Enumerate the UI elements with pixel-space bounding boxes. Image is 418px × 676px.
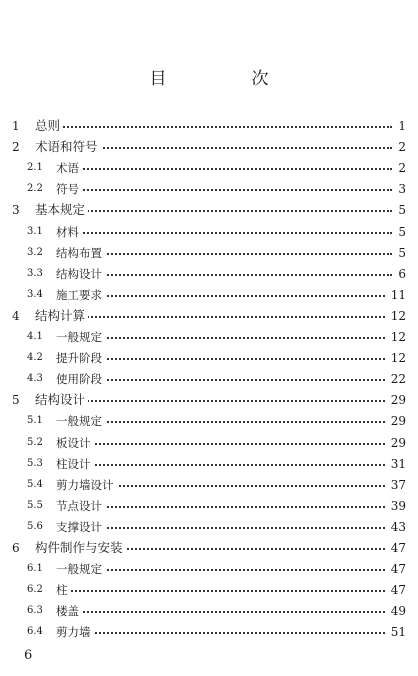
toc-entry[interactable] [0, 222, 418, 242]
toc-entry-number: 4.3 [27, 373, 43, 385]
toc-entry[interactable] [0, 538, 418, 558]
toc-entry-number: 5.6 [27, 520, 43, 532]
toc-entry[interactable] [0, 475, 418, 495]
toc-entry-label: 施工要求 [56, 285, 105, 305]
toc-entry-number: 5.2 [27, 436, 43, 448]
toc-entry-label: 结构设计 [56, 264, 105, 284]
dot-leader [60, 274, 392, 276]
toc-entry-page: 12 [387, 348, 406, 368]
toc-entry-number: 5.3 [27, 457, 43, 469]
toc-entry[interactable] [0, 517, 418, 537]
toc-entry-number: 2.2 [27, 183, 43, 195]
toc-entry-number: 4.1 [27, 331, 43, 342]
dot-leader [60, 147, 392, 149]
toc-entry-label: 基本规定 [35, 200, 88, 220]
toc-entry-page: 5 [394, 222, 406, 242]
dot-leader [60, 506, 392, 508]
toc-entry[interactable] [0, 243, 418, 263]
toc-entry[interactable] [0, 179, 418, 199]
toc-entry-number: 4 [12, 308, 20, 323]
toc-entry-number: 6.1 [27, 563, 43, 575]
toc-entry-number: 6.4 [27, 626, 43, 638]
toc-entry-page: 22 [387, 369, 406, 389]
toc-entry-number: 6 [12, 541, 20, 555]
toc-entry-page: 5 [394, 200, 406, 220]
toc-entry-page: 5 [394, 243, 406, 263]
dot-leader [60, 464, 392, 466]
toc-entry-page: 12 [387, 306, 406, 326]
toc-entry[interactable] [0, 137, 418, 157]
toc-entry-page: 31 [387, 454, 406, 474]
toc-entry-number: 3.2 [27, 246, 43, 258]
dot-leader [60, 443, 392, 445]
dot-leader [60, 210, 392, 212]
toc-entry-number: 3.1 [27, 225, 43, 237]
toc-entry-page: 2 [394, 137, 406, 157]
toc-entry-page: 47 [387, 580, 406, 600]
toc-entry-label: 剪力墙设计 [56, 475, 117, 495]
dot-leader [60, 358, 392, 360]
toc-entry[interactable] [0, 264, 418, 284]
toc-entry-page: 6 [394, 264, 406, 284]
dot-leader [60, 590, 392, 592]
toc-entry-label: 结构布置 [56, 243, 105, 263]
toc-entry-page: 3 [394, 179, 406, 199]
toc-entry[interactable] [0, 559, 418, 579]
toc-entry-number: 3.4 [27, 288, 43, 300]
toc-title: 目 次 [149, 69, 303, 89]
toc-entry-page: 12 [387, 327, 406, 347]
toc-entry[interactable] [0, 285, 418, 305]
toc-entry-number: 4.2 [27, 352, 43, 364]
dot-leader [60, 126, 392, 128]
toc-entry-page: 29 [387, 411, 406, 431]
dot-leader [60, 632, 392, 634]
toc-entry-label: 提升阶段 [56, 348, 105, 368]
dot-leader [60, 400, 392, 402]
dot-leader [60, 611, 392, 613]
toc-entry-label: 板设计 [56, 433, 94, 453]
dot-leader [60, 168, 392, 170]
toc-entry[interactable] [0, 411, 418, 431]
toc-entry-page: 49 [387, 601, 406, 621]
toc-entry[interactable] [0, 348, 418, 368]
dot-leader [60, 316, 392, 318]
toc-entry-page: 11 [387, 285, 406, 305]
toc-entry-page: 47 [387, 559, 406, 579]
toc-entry[interactable] [0, 158, 418, 178]
toc-entry-label: 一般规定 [56, 411, 105, 431]
page-number: 6 [24, 648, 33, 663]
toc-entry-number: 2.1 [27, 162, 43, 174]
toc-entry-label: 柱 [56, 580, 71, 600]
toc-entry[interactable] [0, 369, 418, 389]
toc-entry-number: 3 [12, 203, 20, 218]
toc-entry-label: 术语 [56, 158, 82, 178]
toc-entry-label: 剪力墙 [56, 622, 94, 642]
toc-entry-number: 5.5 [27, 499, 43, 511]
toc-entry-page: 29 [387, 390, 406, 410]
dot-leader [60, 379, 392, 381]
toc-entry-label: 支撑设计 [56, 517, 105, 537]
toc-entry-page: 47 [387, 538, 406, 558]
toc-entry-label: 构件制作与安装 [35, 538, 126, 558]
dot-leader [60, 253, 392, 255]
toc-entry[interactable] [0, 454, 418, 474]
dot-leader [60, 421, 392, 423]
toc-entry-page: 2 [394, 158, 406, 178]
dot-leader [60, 232, 392, 234]
toc-entry-page: 37 [387, 475, 406, 495]
toc-entry-page: 1 [394, 116, 406, 136]
toc-entry-label: 结构设计 [35, 390, 88, 410]
toc-entry-number: 1 [12, 119, 20, 133]
toc-entry-number: 6.3 [27, 605, 43, 617]
toc-entry-label: 总则 [35, 116, 63, 136]
toc-entry-label: 节点设计 [56, 496, 105, 516]
toc-entry-label: 一般规定 [56, 327, 105, 347]
toc-entry[interactable] [0, 327, 418, 347]
toc-entry[interactable] [0, 580, 418, 600]
toc-entry-page: 43 [387, 517, 406, 537]
dot-leader [60, 527, 392, 529]
toc-entry[interactable] [0, 496, 418, 516]
toc-entry-label: 使用阶段 [56, 369, 105, 389]
toc-entry[interactable] [0, 116, 418, 136]
toc-entry[interactable] [0, 390, 418, 410]
toc-entry[interactable] [0, 622, 418, 642]
toc-entry-number: 3.3 [27, 267, 43, 279]
toc-entry[interactable] [0, 601, 418, 621]
toc-entry-label: 结构计算 [35, 306, 88, 326]
toc-entry[interactable] [0, 433, 418, 453]
toc-entry[interactable] [0, 200, 418, 220]
toc-entry-number: 5 [12, 393, 20, 408]
toc-entry-label: 符号 [56, 179, 82, 199]
toc-entry-label: 术语和符号 [35, 137, 101, 157]
toc-entry-number: 6.2 [27, 584, 43, 596]
dot-leader [60, 295, 392, 297]
toc-entry-label: 柱设计 [56, 454, 94, 474]
dot-leader [60, 337, 392, 339]
toc-entry[interactable] [0, 306, 418, 326]
toc-entry-page: 51 [387, 622, 406, 642]
toc-entry-page: 29 [387, 433, 406, 453]
toc-entry-label: 楼盖 [56, 601, 82, 621]
toc-entry-number: 2 [12, 140, 20, 155]
toc-entry-label: 一般规定 [56, 559, 105, 579]
toc-entry-label: 材料 [56, 222, 82, 242]
toc-entry-page: 39 [387, 496, 406, 516]
toc-entry-number: 5.1 [27, 415, 43, 427]
dot-leader [60, 189, 392, 191]
toc-entry-number: 5.4 [27, 478, 43, 490]
dot-leader [60, 569, 392, 571]
